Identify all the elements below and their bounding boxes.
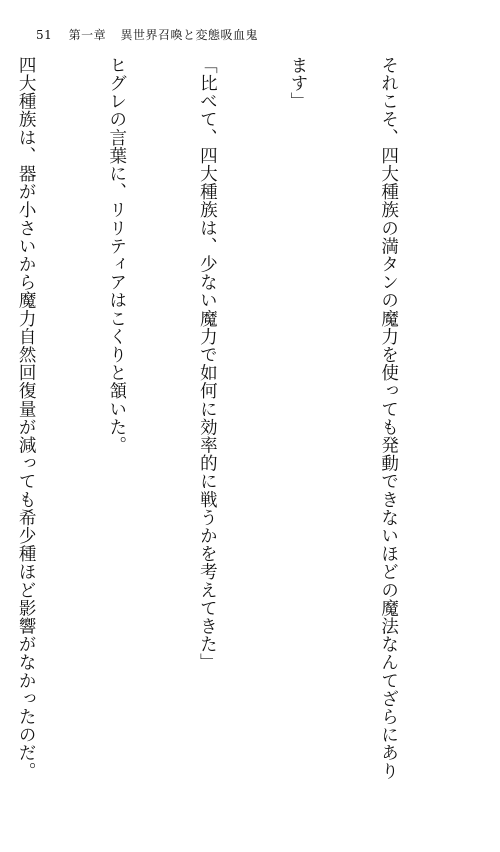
page-number: 51 xyxy=(36,28,53,42)
text-line: 四大種族は、器が小さいから魔力自然回復量が減っても希少種ほど影響がなかったのだ。 xyxy=(16,56,37,780)
text-line: 「比べて、四大種族は、少ない魔力で如何に効率的に戦うかを考えてきた」 xyxy=(197,56,218,672)
text-line: ヒグレの言葉に、リリティアはこくりと頷いた。 xyxy=(106,56,127,455)
vertical-body-text xyxy=(0,56,464,780)
text-line: ます」 xyxy=(287,56,308,111)
text-line: それこそ、四大種族の満タンの魔力を使っても発動できないほどの魔法なんてざらにあり xyxy=(378,56,399,780)
chapter-label: 第一章 xyxy=(68,28,107,42)
running-header xyxy=(36,26,258,43)
chapter-title: 異世界召喚と変態吸血鬼 xyxy=(120,28,258,42)
